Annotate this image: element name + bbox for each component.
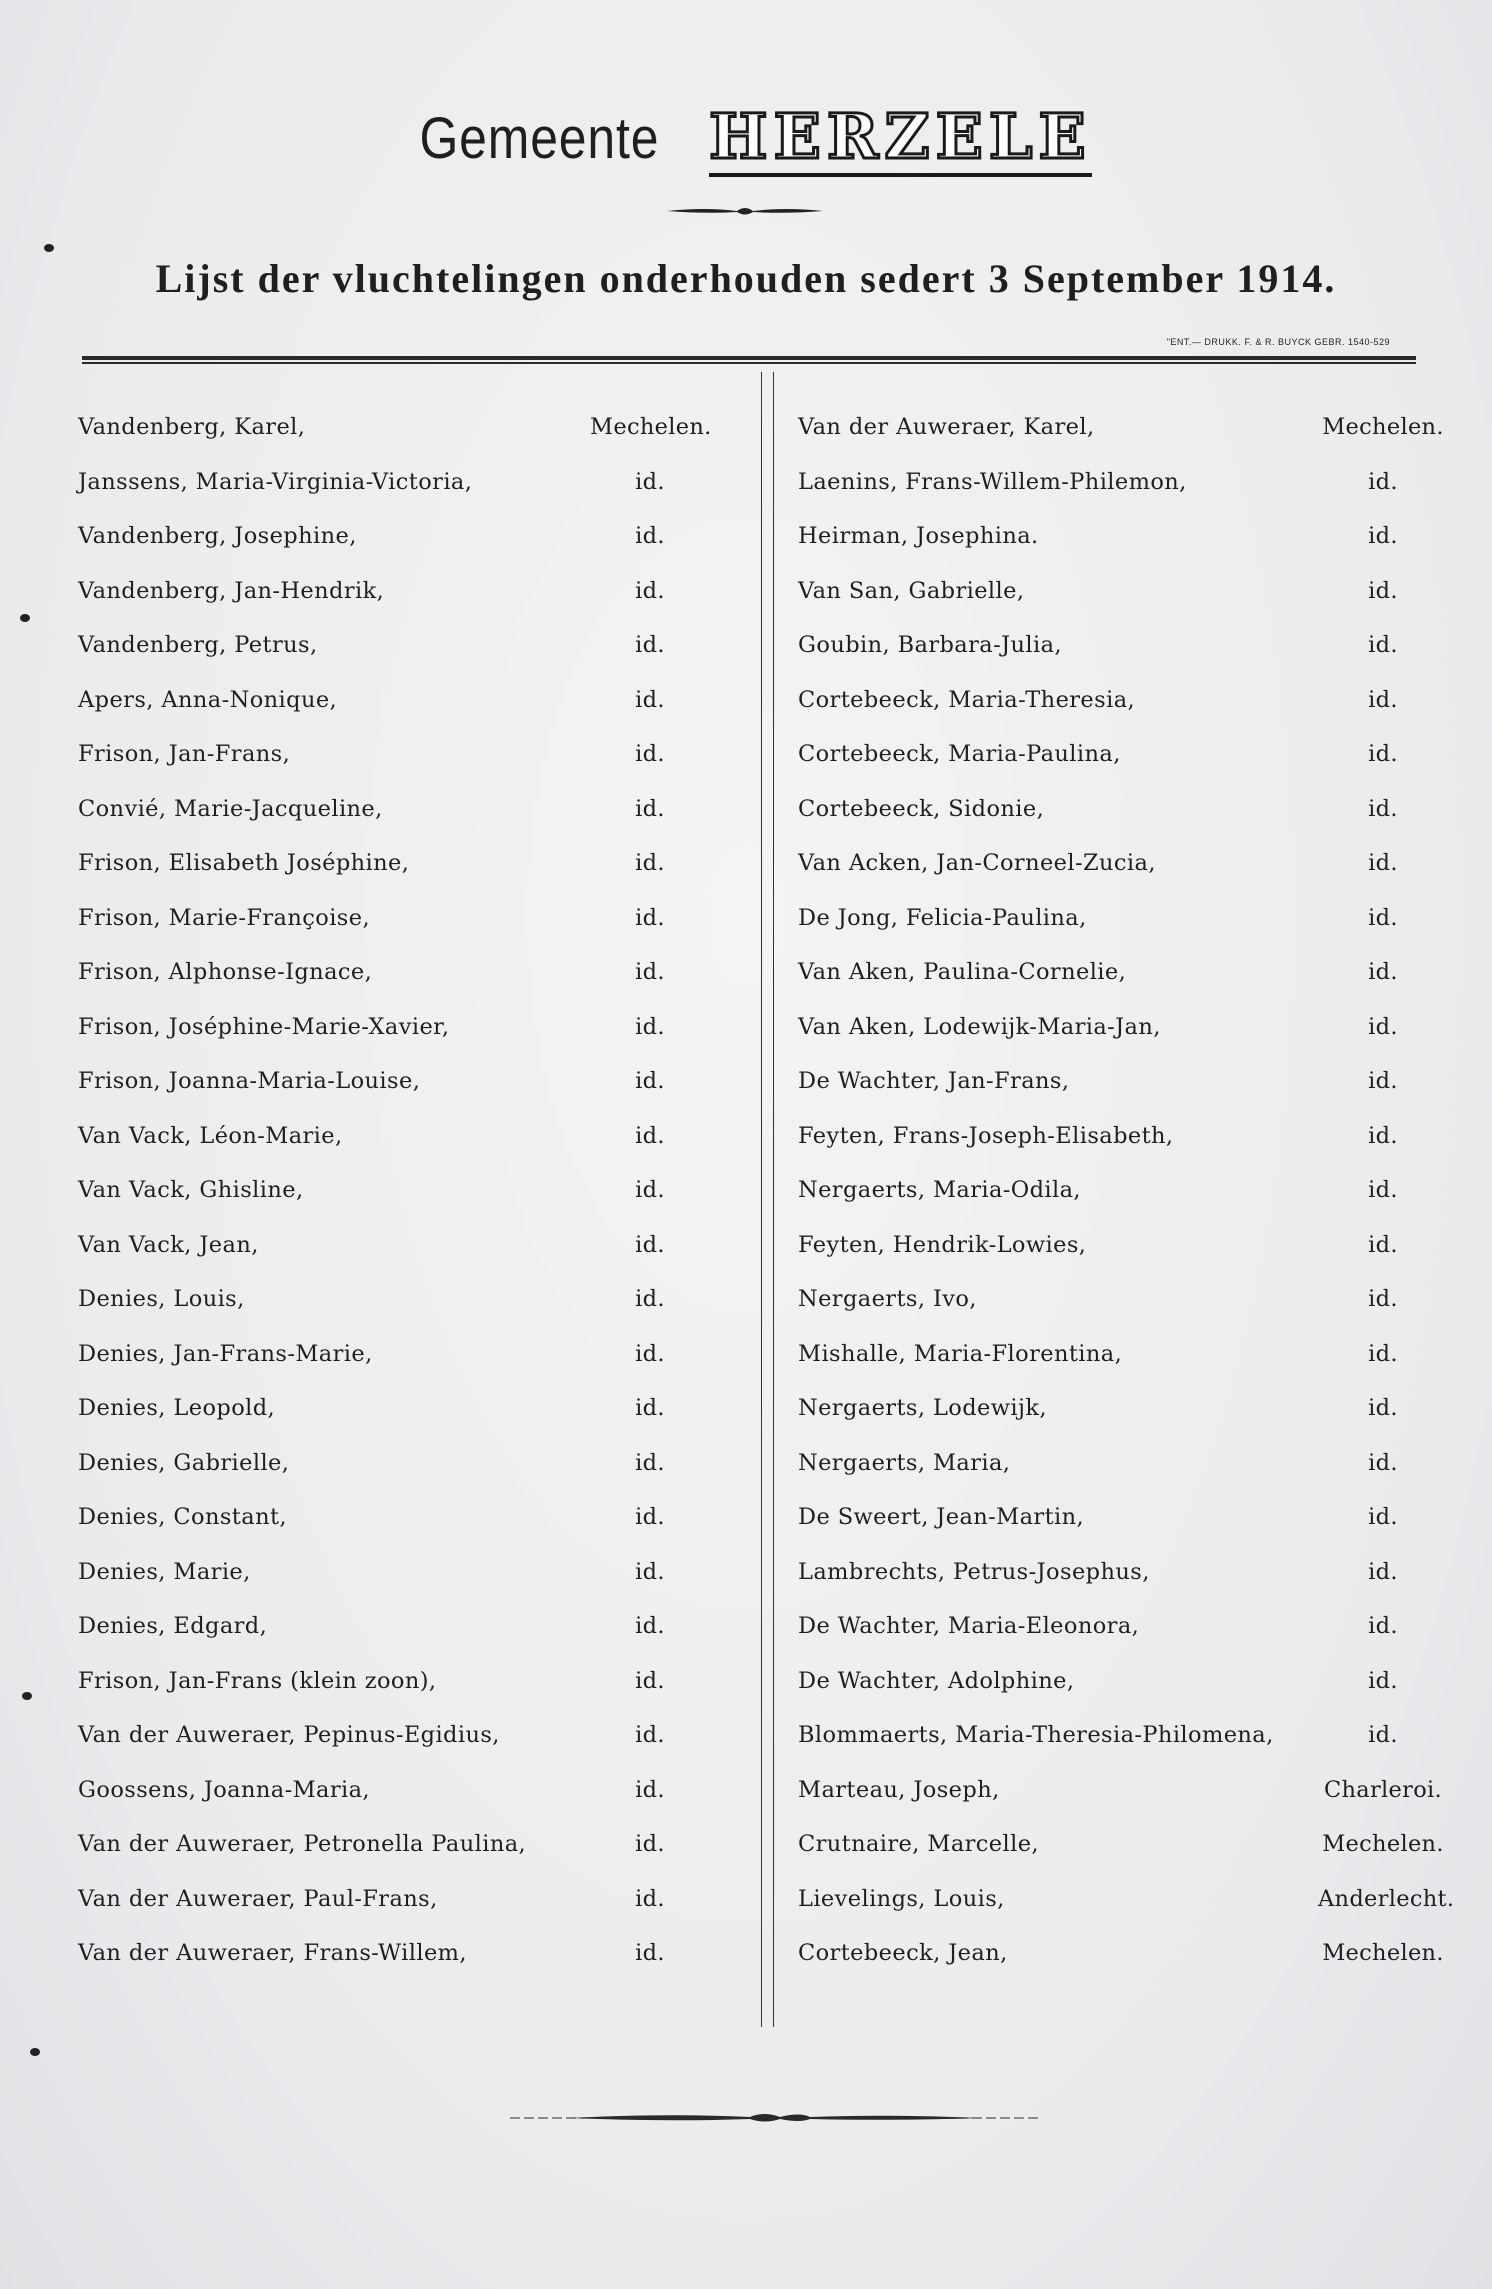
refugee-name: Nergaerts, Maria-Odila, [798, 1177, 1081, 1203]
refugee-name: Vandenberg, Karel, [78, 414, 306, 440]
origin-place: id. [1368, 577, 1398, 604]
origin-place: id. [1368, 1177, 1398, 1203]
ornament-divider-icon [665, 204, 825, 218]
refugee-name: Cortebeeck, Maria-Theresia, [798, 686, 1136, 713]
origin-place: id. [635, 1885, 665, 1912]
origin-place: id. [635, 1722, 665, 1748]
refugee-name: Van Aken, Lodewijk-Maria-Jan, [798, 1013, 1161, 1040]
origin-place: id. [1368, 850, 1398, 876]
refugee-name: De Wachter, Adolphine, [798, 1667, 1075, 1694]
refugee-name: Crutnaire, Marcelle, [798, 1831, 1039, 1857]
list-item [798, 1014, 1438, 1069]
refugee-name: Van Aken, Paulina-Cornelie, [798, 959, 1127, 985]
origin-place: id. [1368, 686, 1398, 713]
origin-place: id. [1368, 1449, 1398, 1476]
refugee-name: Frison, Marie-Françoise, [78, 904, 371, 931]
origin-place: id. [635, 632, 665, 658]
origin-place: id. [635, 959, 665, 985]
origin-place: id. [635, 1940, 665, 1966]
list-item [798, 1395, 1438, 1450]
refugee-name: Frison, Joséphine-Marie-Xavier, [78, 1013, 450, 1040]
list-item [798, 1940, 1444, 1995]
origin-place: id. [1368, 1340, 1398, 1367]
list-item [78, 741, 718, 796]
origin-place: Anderlecht. [1318, 1885, 1455, 1912]
list-item [798, 741, 1438, 796]
list-item [78, 959, 718, 1014]
list-item [798, 414, 1444, 469]
list-item [78, 796, 718, 851]
refugee-name: Denies, Jan-Frans-Marie, [78, 1340, 373, 1367]
header-rule [82, 356, 1416, 364]
origin-place: id. [1368, 1068, 1398, 1094]
list-item [78, 414, 718, 469]
refugee-name: Denies, Gabrielle, [78, 1449, 290, 1476]
origin-place: id. [635, 523, 665, 549]
refugee-name: Denies, Louis, [78, 1286, 245, 1312]
refugee-name: Cortebeeck, Jean, [798, 1940, 1008, 1966]
origin-place: id. [1368, 632, 1398, 658]
origin-place: id. [1368, 1395, 1398, 1421]
list-item [798, 1668, 1438, 1723]
refugee-name: Janssens, Maria-Virginia-Victoria, [78, 468, 473, 495]
refugee-name: Nergaerts, Ivo, [798, 1286, 977, 1312]
list-item [798, 687, 1438, 742]
refugee-name: Frison, Elisabeth Joséphine, [78, 850, 410, 876]
list-item [78, 632, 718, 687]
origin-place: id. [635, 1231, 665, 1258]
origin-place: id. [635, 686, 665, 713]
refugee-name: Van der Auweraer, Paul-Frans, [78, 1885, 438, 1912]
column-divider [761, 372, 762, 2027]
origin-place: id. [635, 1122, 665, 1149]
list-item [78, 1613, 718, 1668]
list-item [78, 687, 718, 742]
origin-place: id. [1368, 795, 1398, 822]
refugee-name: Vandenberg, Josephine, [78, 523, 357, 549]
list-item [78, 1395, 718, 1450]
ornament-footer-icon [510, 2109, 1040, 2125]
origin-place: id. [635, 1449, 665, 1476]
origin-place: id. [1368, 904, 1398, 931]
refugee-name: Van Acken, Jan-Corneel-Zucia, [798, 850, 1156, 876]
refugee-name: Vandenberg, Petrus, [78, 632, 318, 658]
refugee-name: De Sweert, Jean-Martin, [798, 1504, 1085, 1530]
list-item [798, 1123, 1438, 1178]
list-item [78, 1232, 718, 1287]
list-item [798, 1068, 1438, 1123]
refugee-name: Vandenberg, Jan-Hendrik, [78, 577, 385, 604]
list-item [78, 523, 718, 578]
origin-place: id. [1368, 1558, 1398, 1585]
list-item [798, 523, 1438, 578]
list-item [798, 1613, 1438, 1668]
origin-place: id. [635, 1504, 665, 1530]
refugee-name: Mishalle, Maria-Florentina, [798, 1340, 1123, 1367]
list-item [78, 1668, 718, 1723]
refugee-name: Nergaerts, Lodewijk, [798, 1395, 1047, 1421]
punch-hole [30, 2048, 40, 2056]
origin-place: id. [635, 1558, 665, 1585]
origin-place: id. [635, 1013, 665, 1040]
origin-place: Mechelen. [590, 414, 712, 440]
origin-place: id. [635, 1776, 665, 1803]
list-item [798, 632, 1438, 687]
list-subtitle: Lijst der vluchtelingen onderhouden sedert 3 September 1914. [155, 256, 1337, 301]
printer-imprint: "ENT.— DRUKK. F. & R. BUYCK GEBR. 1540-529 [1166, 337, 1390, 347]
refugee-name: Frison, Jan-Frans, [78, 741, 291, 767]
list-item [78, 1177, 718, 1232]
list-item [78, 1068, 718, 1123]
list-item [78, 469, 718, 524]
left-column [78, 414, 718, 1995]
refugee-name: Lievelings, Louis, [798, 1885, 1005, 1912]
origin-place: id. [1368, 959, 1398, 985]
refugee-name: Denies, Edgard, [78, 1613, 268, 1639]
list-item [78, 1940, 718, 1995]
refugee-name: Van der Auweraer, Pepinus-Egidius, [78, 1722, 500, 1748]
list-item [798, 850, 1438, 905]
punch-hole [44, 244, 54, 252]
list-item [798, 905, 1438, 960]
origin-place: Mechelen. [1322, 1940, 1444, 1966]
refugee-name: Laenins, Frans-Willem-Philemon, [798, 468, 1187, 495]
list-item [798, 1177, 1438, 1232]
refugee-name: Goossens, Joanna-Maria, [78, 1776, 370, 1803]
list-item [798, 1722, 1438, 1777]
origin-place: id. [1368, 1504, 1398, 1530]
list-item [78, 1886, 718, 1941]
list-item [78, 1504, 718, 1559]
list-item [78, 1341, 718, 1396]
refugee-name: Goubin, Barbara-Julia, [798, 632, 1062, 658]
origin-place: id. [635, 741, 665, 767]
refugee-name: Heirman, Josephina. [798, 523, 1039, 549]
list-item [78, 850, 718, 905]
list-item [798, 1831, 1444, 1886]
refugee-name: Van Vack, Jean, [78, 1231, 259, 1258]
refugee-name: Denies, Marie, [78, 1558, 251, 1585]
refugee-name: Cortebeeck, Sidonie, [798, 795, 1045, 822]
list-item [78, 905, 718, 960]
list-item [798, 1559, 1438, 1614]
refugee-name: Van San, Gabrielle, [798, 577, 1025, 604]
refugee-name: Frison, Alphonse-Ignace, [78, 959, 373, 985]
list-item [798, 796, 1438, 851]
refugee-name: Cortebeeck, Maria-Paulina, [798, 741, 1121, 767]
origin-place: id. [1368, 741, 1398, 767]
origin-place: id. [1368, 523, 1398, 549]
list-item [78, 1831, 718, 1886]
list-item [798, 1885, 1455, 1941]
page-title [0, 100, 1492, 177]
list-item [798, 959, 1438, 1014]
origin-place: id. [1368, 1122, 1398, 1149]
origin-place: id. [1368, 1231, 1398, 1258]
list-item [798, 1450, 1438, 1505]
refugee-name: De Jong, Felicia-Paulina, [798, 904, 1087, 931]
refugee-name: Convié, Marie-Jacqueline, [78, 795, 383, 822]
origin-place: id. [635, 1667, 665, 1694]
origin-place: id. [1368, 468, 1398, 495]
refugee-name: Denies, Constant, [78, 1504, 287, 1530]
origin-place: id. [635, 1286, 665, 1312]
column-divider [773, 372, 774, 2027]
list-item [798, 1286, 1438, 1341]
origin-place: id. [635, 904, 665, 931]
list-item [78, 1014, 718, 1069]
list-item [798, 1504, 1438, 1559]
refugee-name: Denies, Leopold, [78, 1395, 276, 1421]
refugee-name: Van der Auweraer, Petronella Paulina, [78, 1831, 527, 1857]
refugee-name: Nergaerts, Maria, [798, 1449, 1011, 1476]
origin-place: id. [635, 1340, 665, 1367]
refugee-name: Van der Auweraer, Frans-Willem, [78, 1940, 467, 1966]
refugee-name: Feyten, Frans-Joseph-Elisabeth, [798, 1122, 1174, 1149]
list-item [798, 1776, 1443, 1832]
refugee-name: De Wachter, Maria-Eleonora, [798, 1613, 1140, 1639]
refugee-name: Van Vack, Ghisline, [78, 1177, 304, 1203]
refugee-name: Marteau, Joseph, [798, 1776, 1000, 1803]
origin-place: id. [1368, 1613, 1398, 1639]
list-item [78, 1450, 718, 1505]
refugee-name: Frison, Joanna-Maria-Louise, [78, 1068, 421, 1094]
origin-place: id. [1368, 1013, 1398, 1040]
refugee-name: Lambrechts, Petrus-Josephus, [798, 1558, 1150, 1585]
origin-place: id. [635, 1395, 665, 1421]
origin-place: id. [635, 795, 665, 822]
origin-place: Mechelen. [1322, 1831, 1444, 1857]
list-item [798, 469, 1438, 524]
refugee-name: Apers, Anna-Nonique, [78, 686, 338, 713]
origin-place: id. [1368, 1667, 1398, 1694]
origin-place: id. [635, 850, 665, 876]
list-item [798, 578, 1438, 633]
list-item [78, 1777, 718, 1832]
origin-place: id. [635, 1177, 665, 1203]
origin-place: id. [635, 1831, 665, 1857]
list-item [78, 578, 718, 633]
refugee-name: Van der Auweraer, Karel, [798, 414, 1095, 440]
right-column [798, 414, 1455, 1995]
title-municipality: HERZELE [709, 100, 1092, 177]
refugee-name: Feyten, Hendrik-Lowies, [798, 1231, 1087, 1258]
punch-hole [20, 614, 30, 622]
origin-place: id. [635, 1068, 665, 1094]
list-item [798, 1232, 1438, 1287]
list-item [78, 1559, 718, 1614]
title-prefix: Gemeente [419, 106, 660, 171]
list-item [78, 1286, 718, 1341]
origin-place: id. [1368, 1286, 1398, 1312]
origin-place: id. [635, 468, 665, 495]
list-item [78, 1722, 718, 1777]
origin-place: Mechelen. [1322, 414, 1444, 440]
refugee-name: De Wachter, Jan-Frans, [798, 1068, 1070, 1094]
refugee-name: Blommaerts, Maria-Theresia-Philomena, [798, 1722, 1274, 1748]
origin-place: id. [635, 1613, 665, 1639]
origin-place: Charleroi. [1323, 1776, 1443, 1803]
origin-place: id. [1368, 1722, 1398, 1748]
list-item [78, 1123, 718, 1178]
origin-place: id. [635, 577, 665, 604]
refugee-name: Frison, Jan-Frans (klein zoon), [78, 1667, 437, 1694]
list-item [798, 1341, 1438, 1396]
refugee-name: Van Vack, Léon-Marie, [78, 1122, 343, 1149]
punch-hole [22, 1692, 32, 1700]
